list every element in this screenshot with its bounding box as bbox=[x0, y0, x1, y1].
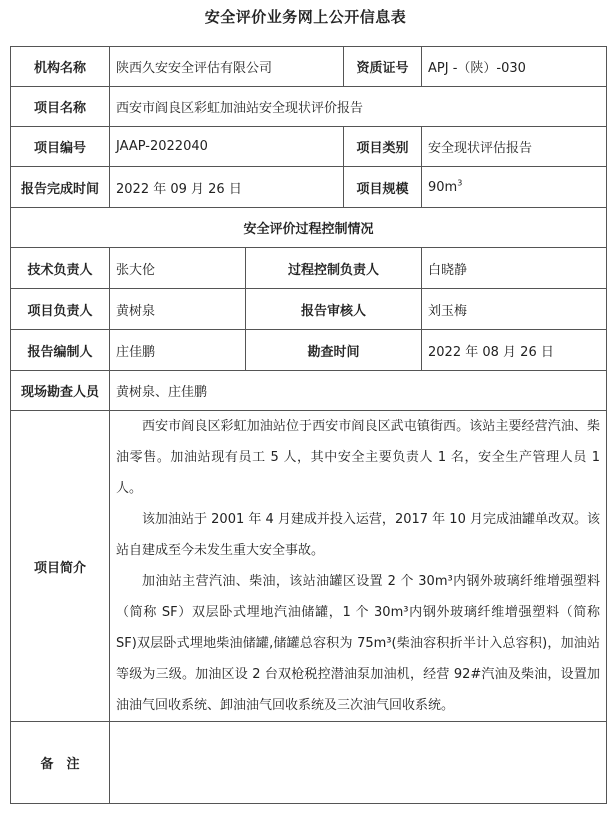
row-project-lead bbox=[11, 289, 607, 330]
project-no-value: JAAP-2022040 bbox=[110, 127, 344, 167]
page-title: 安全评价业务网上公开信息表 bbox=[204, 8, 407, 26]
row-tech-lead bbox=[11, 248, 607, 289]
section-title: 安全评价过程控制情况 bbox=[11, 208, 607, 248]
project-name-label: 项目名称 bbox=[11, 87, 110, 127]
intro-label: 项目简介 bbox=[11, 411, 110, 722]
org-value: 陕西久安安全评估有限公司 bbox=[110, 47, 344, 87]
site-staff-value: 黄树泉、庄佳鹏 bbox=[110, 371, 607, 411]
remarks-value bbox=[110, 722, 607, 804]
row-intro bbox=[11, 411, 607, 722]
row-finish-time bbox=[11, 167, 607, 208]
qual-label: 资质证号 bbox=[344, 47, 422, 87]
survey-time-label: 勘查时间 bbox=[246, 330, 422, 371]
row-section-title bbox=[11, 208, 607, 248]
finish-time-label: 报告完成时间 bbox=[11, 167, 110, 208]
intro-content bbox=[110, 411, 607, 722]
project-no-label: 项目编号 bbox=[11, 127, 110, 167]
compiler-label: 报告编制人 bbox=[11, 330, 110, 371]
row-project-name bbox=[11, 87, 607, 127]
tech-lead-label: 技术负责人 bbox=[11, 248, 110, 289]
finish-time-value: 2022 年 09 月 26 日 bbox=[110, 167, 344, 208]
project-lead-label: 项目负责人 bbox=[11, 289, 110, 330]
intro-paragraph: 该加油站于 2001 年 4 月建成并投入运营，2017 年 10 月完成油罐单改双。该站自建成至今未发生重大安全事故。 bbox=[116, 512, 601, 558]
project-lead-value: 黄树泉 bbox=[110, 289, 246, 330]
scale-number: 90m bbox=[428, 179, 458, 195]
process-lead-value: 白晓静 bbox=[422, 248, 607, 289]
project-type-value: 安全现状评估报告 bbox=[422, 127, 607, 167]
site-staff-label: 现场勘查人员 bbox=[11, 371, 110, 411]
qual-value: APJ -（陕）-030 bbox=[422, 47, 607, 87]
row-site-staff bbox=[11, 371, 607, 411]
intro-paragraph: 加油站主营汽油、柴油，该站油罐区设置 2 个 30m³内钢外玻璃纤维增强塑料（简称 SF）双层卧式埋地汽油储罐，1 个 30m³内钢外玻璃纤维增强塑料（简称 SF)双层卧式埋地柴油储罐,储罐总容积为 75m³(柴油容积折半计入总容积)，加油站等级为三级。加油区设 2 台双枪税控潜油泵加油机，经营 92#汽油及柴油，设置加油油气回收系统、卸油油气回收系统及三次油气回收系统。 bbox=[116, 574, 601, 713]
info-table bbox=[10, 46, 607, 804]
row-compiler bbox=[11, 330, 607, 371]
scale-label: 项目规模 bbox=[344, 167, 422, 208]
intro-paragraph: 西安市阎良区彩虹加油站位于西安市阎良区武屯镇街西。该站主要经营汽油、柴油零售。加油站现有员工 5 人，其中安全主要负责人 1 名，安全生产管理人员 1 人。 bbox=[116, 419, 601, 496]
process-lead-label: 过程控制负责人 bbox=[246, 248, 422, 289]
scale-unit-sup: 3 bbox=[457, 178, 463, 188]
project-type-label: 项目类别 bbox=[344, 127, 422, 167]
reviewer-value: 刘玉梅 bbox=[422, 289, 607, 330]
compiler-value: 庄佳鹏 bbox=[110, 330, 246, 371]
scale-value bbox=[422, 167, 607, 208]
row-project-no bbox=[11, 127, 607, 167]
org-label: 机构名称 bbox=[11, 47, 110, 87]
row-org bbox=[11, 47, 607, 87]
remarks-label: 备 注 bbox=[11, 722, 110, 804]
tech-lead-value: 张大伦 bbox=[110, 248, 246, 289]
survey-time-value: 2022 年 08 月 26 日 bbox=[422, 330, 607, 371]
project-name-value: 西安市阎良区彩虹加油站安全现状评价报告 bbox=[110, 87, 607, 127]
row-remarks bbox=[11, 722, 607, 804]
reviewer-label: 报告审核人 bbox=[246, 289, 422, 330]
